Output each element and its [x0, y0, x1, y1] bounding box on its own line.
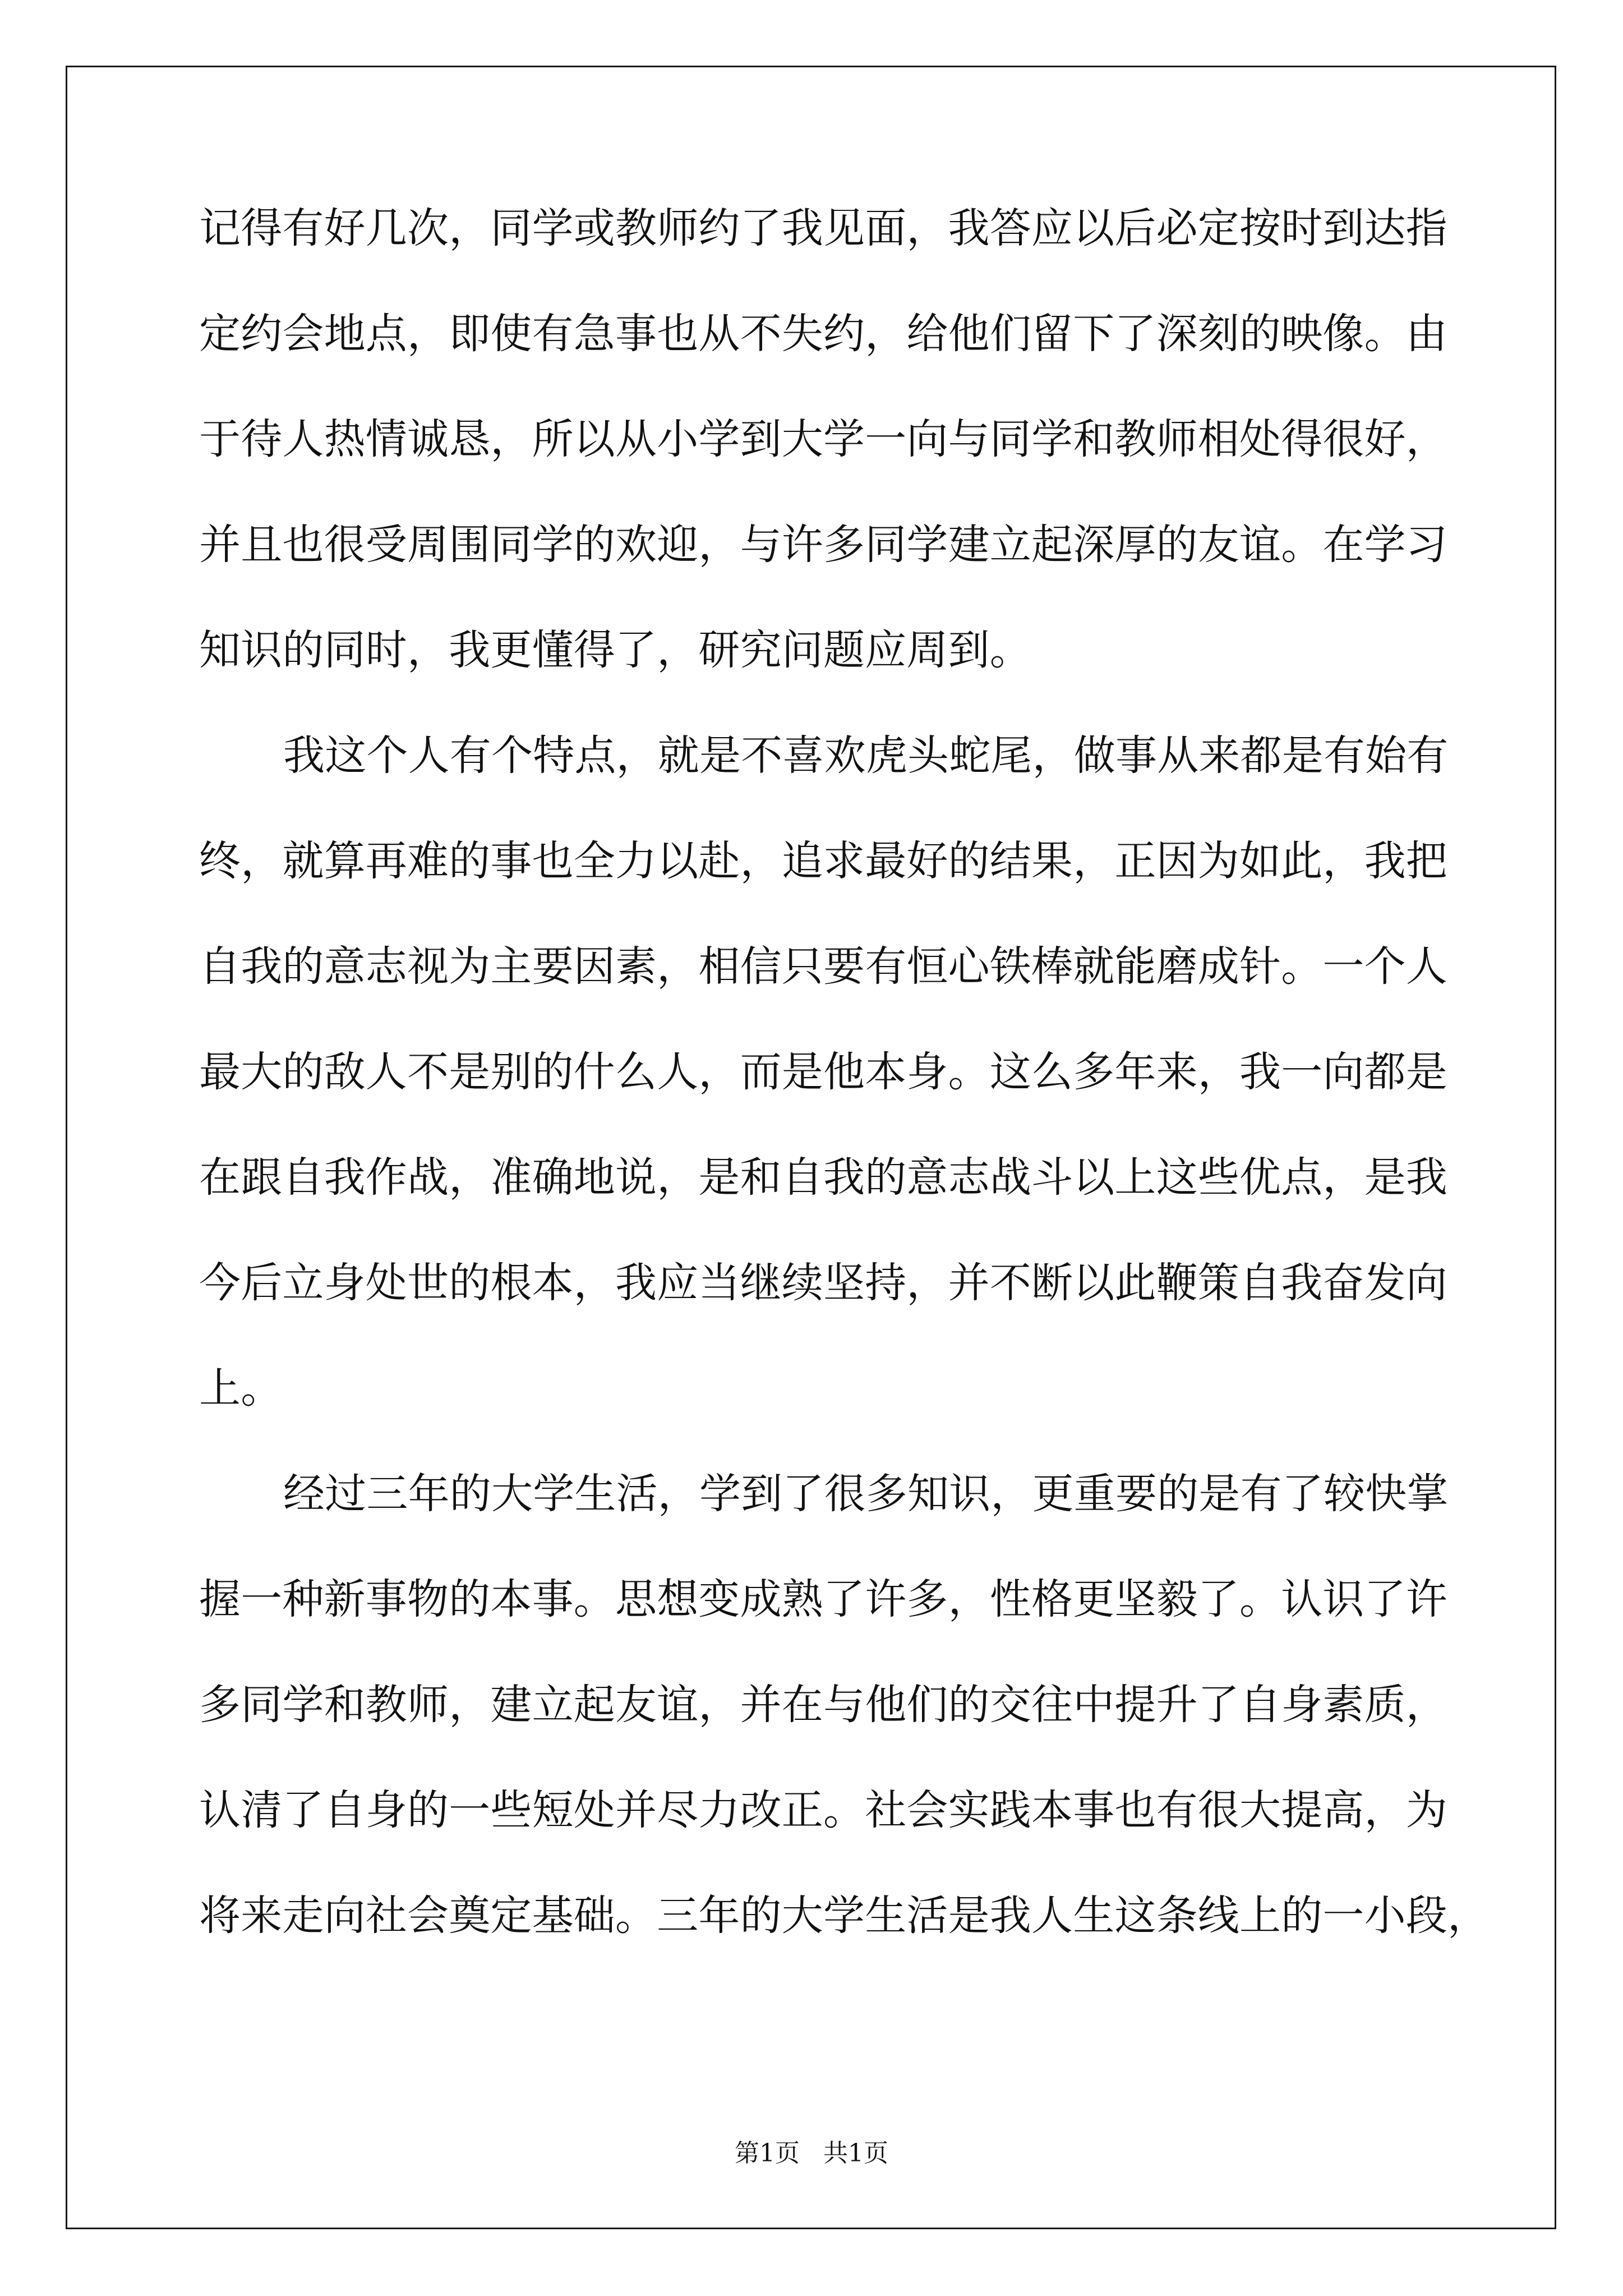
- text-line: 认清了自身的一些短处并尽力改正。社会实践本事也有很大提高，为: [199, 1786, 1447, 1834]
- text-line: 多同学和教师，建立起友谊，并在与他们的交往中提升了自身素质，: [199, 1681, 1447, 1729]
- text-line: 今后立身处世的根本，我应当继续坚持，并不断以此鞭策自我奋发向: [199, 1259, 1447, 1307]
- paragraph-first-line: 经过三年的大学生活，学到了很多知识，更重要的是有了较快掌: [283, 1470, 1449, 1518]
- text-line: 在跟自我作战，准确地说，是和自我的意志战斗以上这些优点，是我: [199, 1153, 1447, 1202]
- page-number-footer: 第1页 共1页: [735, 2139, 888, 2168]
- text-line: 自我的意志视为主要因素，相信只要有恒心铁棒就能磨成针。一个人: [199, 942, 1447, 991]
- text-line: 将来走向社会奠定基础。三年的大学生活是我人生这条线上的一小段，: [199, 1892, 1490, 1940]
- text-line: 知识的同时，我更懂得了，研究问题应周到。: [199, 626, 1031, 674]
- text-line: 上。: [199, 1364, 283, 1412]
- paragraph-first-line: 我这个人有个特点，就是不喜欢虎头蛇尾，做事从来都是有始有: [283, 731, 1449, 780]
- text-line: 最大的敌人不是别的什么人，而是他本身。这么多年来，我一向都是: [199, 1048, 1447, 1096]
- text-line: 定约会地点，即使有急事也从不失约，给他们留下了深刻的映像。由: [199, 310, 1447, 358]
- text-line: 于待人热情诚恳，所以从小学到大学一向与同学和教师相处得很好，: [199, 415, 1447, 463]
- text-line: 并且也很受周围同学的欢迎，与许多同学建立起深厚的友谊。在学习: [199, 521, 1447, 569]
- text-line: 终，就算再难的事也全力以赴，追求最好的结果，正因为如此，我把: [199, 837, 1447, 885]
- document-body: [199, 204, 1490, 2000]
- text-line: 记得有好几次，同学或教师约了我见面，我答应以后必定按时到达指: [199, 204, 1447, 252]
- text-line: 握一种新事物的本事。思想变成熟了许多，性格更坚毅了。认识了许: [199, 1575, 1447, 1623]
